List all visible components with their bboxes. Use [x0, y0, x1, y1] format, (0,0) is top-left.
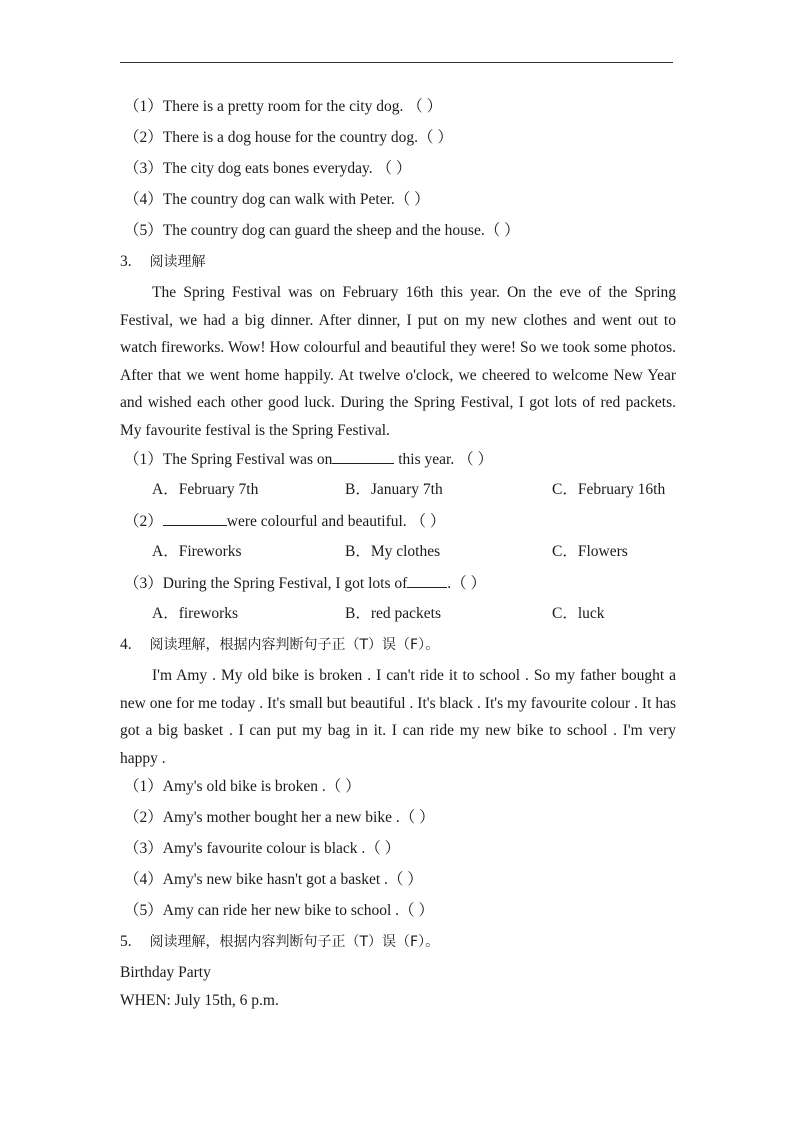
s3-q2-option-a: A．Fireworks	[152, 543, 242, 560]
header-rule	[120, 62, 673, 63]
s3-q1-text: （1）The Spring Festival was on	[124, 451, 333, 468]
s2-question-4: （4）The country dog can walk with Peter.（ ）	[124, 191, 430, 208]
s3-q1-option-c: C．February 16th	[552, 481, 666, 498]
s3-q3-option-c: C．luck	[552, 605, 605, 622]
s4-question-5: （5）Amy can ride her new bike to school .（ ）	[124, 902, 434, 919]
s2-question-3: （3）The city dog eats bones everyday. （ ）	[124, 160, 412, 177]
answer-blank	[332, 449, 394, 464]
s3-q1-suffix: this year. （ ）	[394, 451, 493, 468]
s3-q2-option-c: C．Flowers	[552, 543, 628, 560]
s4-question-4: （4）Amy's new bike hasn't got a basket .（ ）	[124, 871, 423, 888]
answer-blank	[163, 511, 227, 526]
answer-blank	[407, 573, 447, 588]
s5-line-title: Birthday Party	[120, 964, 211, 981]
s4-question-3: （3）Amy's favourite colour is black .（ ）	[124, 840, 401, 857]
s3-q2-text: （2）	[124, 513, 163, 530]
s3-question-1	[124, 449, 493, 470]
s4-title: 阅读理解，根据内容判断句子正（T）误（F）。	[149, 637, 440, 653]
s2-question-1: （1）There is a pretty room for the city dog. （ ）	[124, 98, 443, 115]
s4-passage: I'm Amy . My old bike is broken . I can't ride it to school . So my father bought a new one for me today . It's small but beautiful . It's black . It's my favourite colour . It has got a big basket . I can put my bag in it. I can ride my new bike to school . I'm very happy .	[120, 667, 676, 767]
s3-number: 3.	[120, 253, 132, 270]
s3-q2-suffix: were colourful and beautiful. （ ）	[226, 513, 446, 530]
s4-heading	[120, 635, 439, 655]
s3-q3-option-a: A．fireworks	[152, 605, 239, 622]
s3-q1-option-a: A．February 7th	[152, 481, 259, 498]
s4-question-2: （2）Amy's mother bought her a new bike .（ ）	[124, 809, 435, 826]
s4-question-1: （1）Amy's old bike is broken .（ ）	[124, 778, 361, 795]
s3-q3-text: （3）During the Spring Festival, I got lots of	[124, 575, 408, 592]
s3-question-3	[124, 573, 486, 594]
s2-question-2: （2）There is a dog house for the country dog.（ ）	[124, 129, 453, 146]
s3-heading	[120, 252, 206, 272]
s3-q2-option-b: B．My clothes	[345, 543, 441, 560]
s4-number: 4.	[120, 636, 132, 653]
s3-passage: The Spring Festival was on February 16th this year. On the eve of the Spring Festival, we had a big dinner. After dinner, I put on my new clothes and went out to watch fireworks. Wow! How colourful and beautiful they were! So we took some photos. After that we went home happily. At twelve o'clock, we cheered to welcome New Year and wished each other good luck. During the Spring Festival, I got lots of red packets. My favourite festival is the Spring Festival.	[120, 284, 676, 439]
s3-title: 阅读理解	[149, 254, 206, 270]
s5-heading	[120, 932, 439, 952]
s5-title: 阅读理解，根据内容判断句子正（T）误（F）。	[149, 934, 440, 950]
s5-line-when: WHEN: July 15th, 6 p.m.	[120, 992, 279, 1009]
s3-question-2	[124, 511, 445, 532]
s5-number: 5.	[120, 933, 132, 950]
s3-q1-option-b: B．January 7th	[345, 481, 443, 498]
s3-q3-option-b: B．red packets	[345, 605, 441, 622]
s3-q3-suffix: .（ ）	[447, 575, 487, 592]
s2-question-5: （5）The country dog can guard the sheep and the house.（ ）	[124, 222, 520, 239]
